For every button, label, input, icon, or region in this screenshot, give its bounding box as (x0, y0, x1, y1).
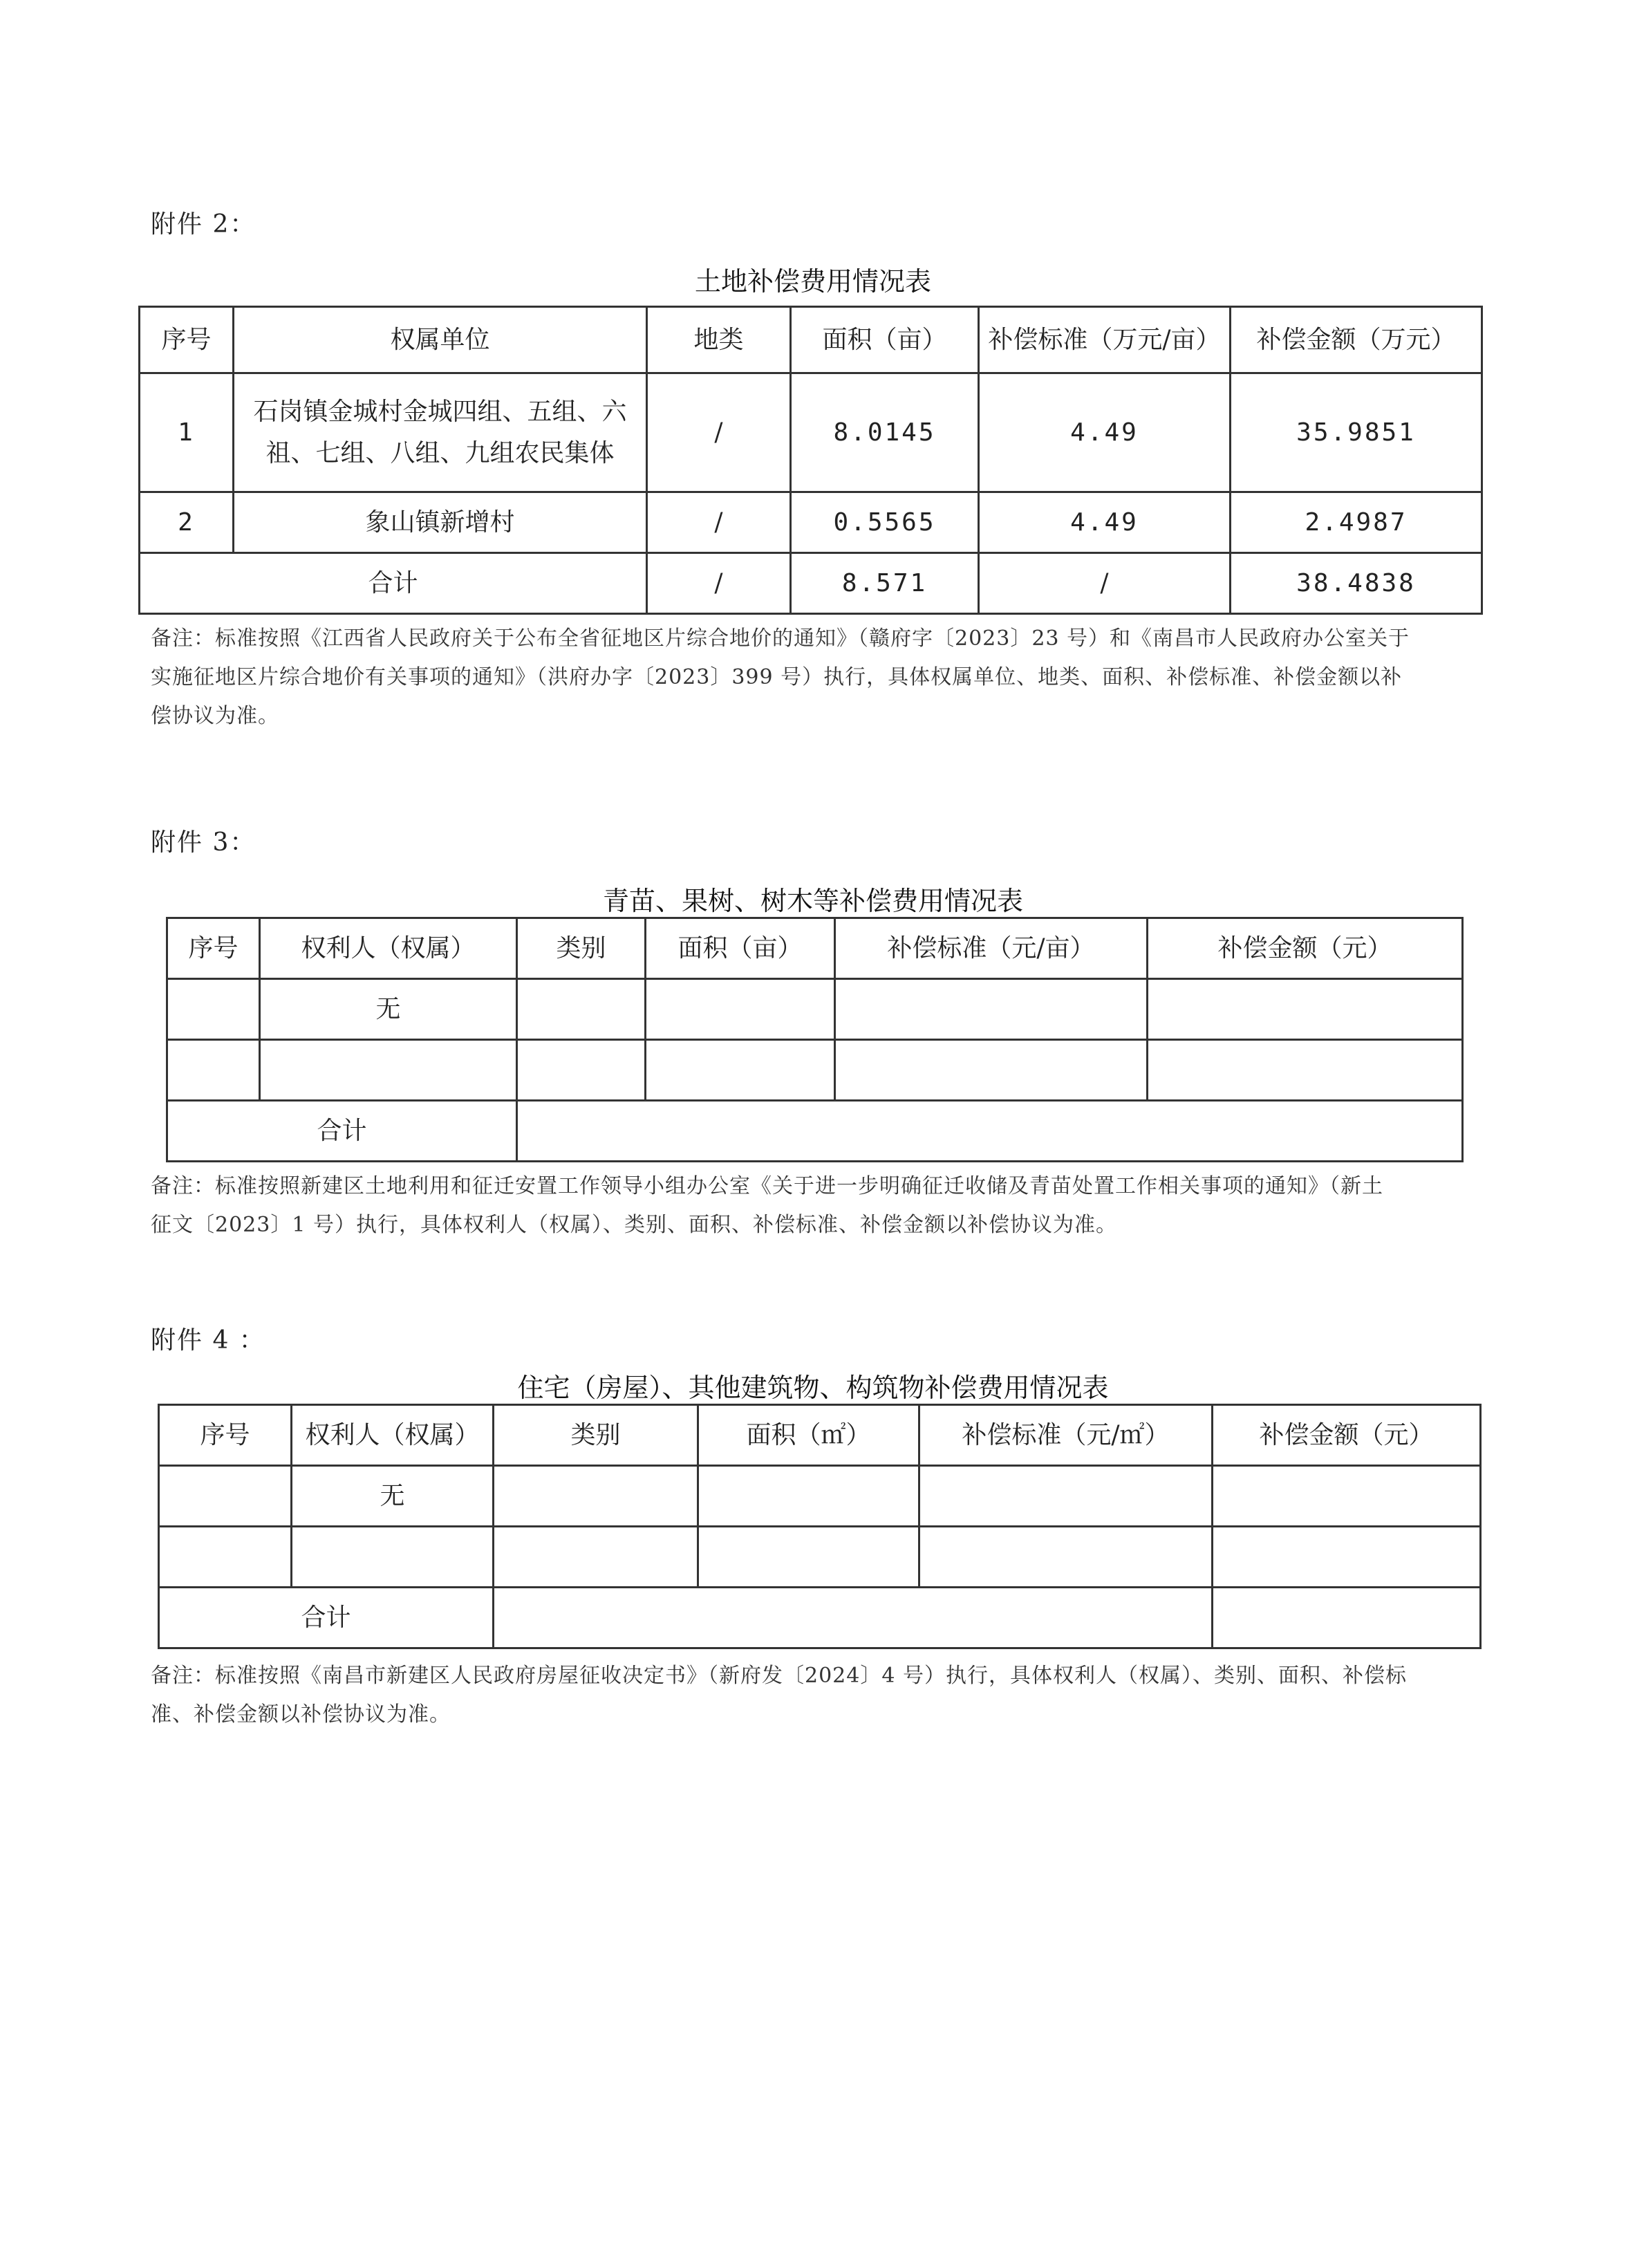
row-no: 1 (140, 373, 234, 492)
standard-value: 4.49 (979, 492, 1231, 553)
empty-cell (494, 1466, 698, 1527)
table-row (140, 492, 1482, 553)
table-row (167, 1040, 1463, 1101)
header-cell: 序号 (140, 307, 234, 373)
header-cell: 补偿金额（万元） (1231, 307, 1482, 373)
header-cell: 面积（㎡） (698, 1405, 919, 1466)
note-line: 征文〔2023〕1 号）执行，具体权利人（权属）、类别、面积、补偿标准、补偿金额以补偿协议为准。 (151, 1213, 1117, 1237)
header-cell: 地类 (647, 307, 791, 373)
table-header-row (140, 307, 1482, 373)
total-area: 8.571 (791, 553, 979, 614)
housing-compensation-table (158, 1404, 1482, 1649)
empty-cell (159, 1527, 292, 1588)
total-type: / (647, 553, 791, 614)
owner-unit-line: 石岗镇金城村金城四组、五组、六 (253, 397, 627, 426)
header-cell: 面积（亩） (646, 918, 835, 979)
note-line: 偿协议为准。 (151, 704, 279, 728)
table-row (159, 1527, 1481, 1588)
table-row (167, 979, 1463, 1040)
owner-unit-cell (234, 373, 647, 492)
empty-cell (494, 1527, 698, 1588)
empty-cell (167, 1040, 260, 1101)
housing-compensation-table-title: 住宅（房屋）、其他建筑物、构筑物补偿费用情况表 (517, 1373, 1109, 1403)
total-standard: / (979, 553, 1231, 614)
note-line: 备注：标准按照新建区土地利用和征迁安置工作领导小组办公室《关于进一步明确征迁收储及青苗处置工作相关事项的通知》（新土 (151, 1174, 1383, 1198)
table-header-row (167, 918, 1463, 979)
empty-cell (698, 1527, 919, 1588)
empty-cell (835, 1040, 1148, 1101)
area-value: 8.0145 (791, 373, 979, 492)
total-row (140, 553, 1482, 614)
empty-cell (698, 1466, 919, 1527)
empty-cell (159, 1466, 292, 1527)
header-cell: 类别 (494, 1405, 698, 1466)
header-cell: 补偿金额（元） (1213, 1405, 1481, 1466)
land-compensation-table (138, 306, 1483, 615)
empty-cell (1148, 1040, 1463, 1101)
empty-cell (1213, 1466, 1481, 1527)
header-cell: 序号 (159, 1405, 292, 1466)
empty-cell (646, 979, 835, 1040)
header-cell: 权利人（权属） (260, 918, 517, 979)
row-no: 2 (140, 492, 234, 553)
note-line: 准、补偿金额以补偿协议为准。 (151, 1702, 451, 1727)
header-cell: 面积（亩） (791, 307, 979, 373)
header-cell: 序号 (167, 918, 260, 979)
total-row (167, 1101, 1463, 1162)
crops-compensation-table (166, 917, 1464, 1162)
empty-cell (517, 979, 646, 1040)
land-type: / (647, 492, 791, 553)
total-label: 合计 (159, 1588, 494, 1648)
empty-cell (919, 1466, 1213, 1527)
standard-value: 4.49 (979, 373, 1231, 492)
land-compensation-table-title: 土地补偿费用情况表 (694, 266, 931, 297)
amount-value: 2.4987 (1231, 492, 1482, 553)
empty-cell (1213, 1527, 1481, 1588)
header-cell: 权利人（权属） (292, 1405, 494, 1466)
header-cell: 类别 (517, 918, 646, 979)
total-row (159, 1588, 1481, 1648)
empty-cell (517, 1040, 646, 1101)
empty-cell (1148, 979, 1463, 1040)
attachment-4-label: 附件 4 ： (151, 1326, 265, 1355)
owner-unit-cell: 象山镇新增村 (234, 492, 647, 553)
empty-cell (517, 1101, 1463, 1162)
header-cell: 补偿标准（万元/亩） (979, 307, 1231, 373)
empty-cell (292, 1527, 494, 1588)
empty-cell (260, 1040, 517, 1101)
attachment-4-note (151, 1657, 1478, 1734)
empty-cell (835, 979, 1148, 1040)
attachment-2-note (151, 620, 1478, 736)
note-line: 备注：标准按照《江西省人民政府关于公布全省征地区片综合地价的通知》（赣府字〔2023〕23 号）和《南昌市人民政府办公室关于 (151, 626, 1410, 651)
total-label: 合计 (140, 553, 647, 614)
header-cell: 权属单位 (234, 307, 647, 373)
header-cell: 补偿金额（元） (1148, 918, 1463, 979)
empty-cell (646, 1040, 835, 1101)
owner-unit-line: 祖、七组、八组、九组农民集体 (265, 438, 615, 467)
header-cell: 补偿标准（元/㎡） (919, 1405, 1213, 1466)
total-label: 合计 (167, 1101, 517, 1162)
amount-value: 35.9851 (1231, 373, 1482, 492)
area-value: 0.5565 (791, 492, 979, 553)
empty-cell (494, 1588, 1213, 1648)
attachment-3-note (151, 1167, 1478, 1245)
header-cell: 补偿标准（元/亩） (835, 918, 1148, 979)
attachment-3-label: 附件 3： (151, 828, 256, 857)
empty-cell (167, 979, 260, 1040)
total-amount: 38.4838 (1231, 553, 1482, 614)
table-row (159, 1466, 1481, 1527)
owner-cell: 无 (292, 1466, 494, 1527)
empty-cell (919, 1527, 1213, 1588)
note-line: 备注：标准按照《南昌市新建区人民政府房屋征收决定书》（新府发〔2024〕4 号）执行，具体权利人（权属）、类别、面积、补偿标 (151, 1664, 1407, 1688)
crops-compensation-table-title: 青苗、果树、树木等补偿费用情况表 (602, 886, 1023, 916)
owner-cell: 无 (260, 979, 517, 1040)
land-type: / (647, 373, 791, 492)
table-header-row (159, 1405, 1481, 1466)
note-line: 实施征地区片综合地价有关事项的通知》（洪府办字〔2023〕399 号）执行，具体权属单位、地类、面积、补偿标准、补偿金额以补 (151, 665, 1403, 689)
empty-cell (1213, 1588, 1481, 1648)
attachment-2-label: 附件 2： (151, 210, 256, 239)
table-row (140, 373, 1482, 492)
